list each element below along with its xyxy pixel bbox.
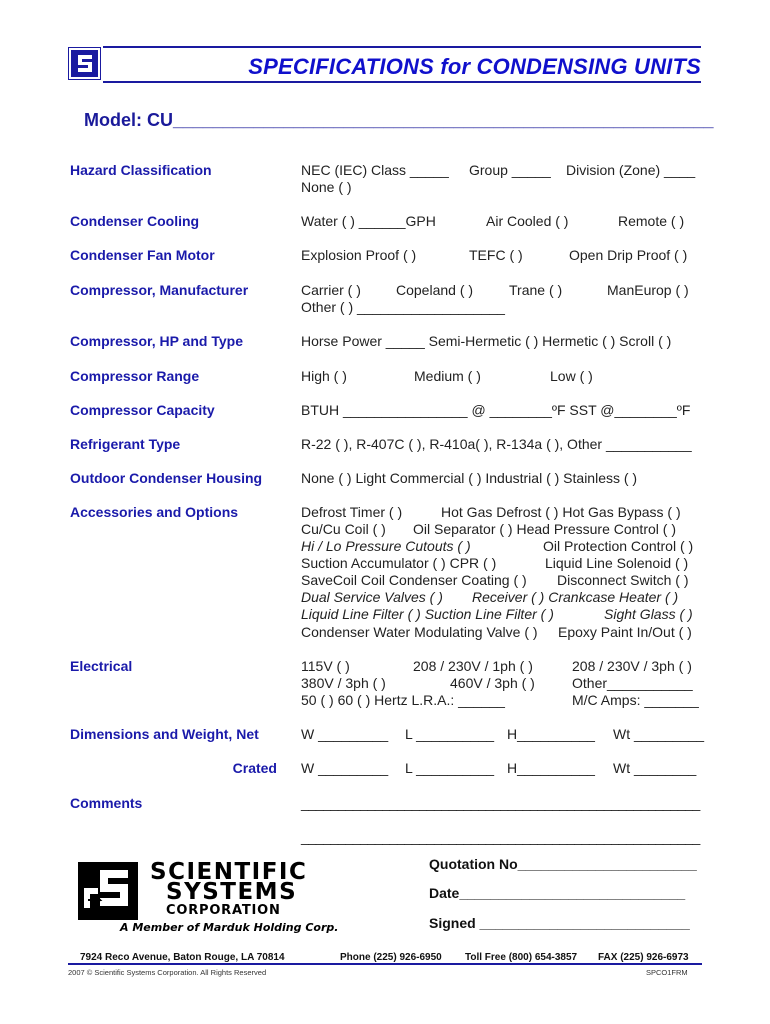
range-low[interactable]: Low ( ) (550, 368, 593, 384)
acc-oil-protection[interactable]: Oil Protection Control ( ) (543, 538, 694, 554)
elec-other[interactable]: Other___________ (572, 675, 693, 691)
acc-liquid-solenoid[interactable]: Liquid Line Solenoid ( ) (545, 555, 689, 571)
range-label: Compressor Range (70, 368, 200, 384)
elec-115v[interactable]: 115V ( ) (301, 658, 350, 674)
acc-sight-glass[interactable]: Sight Glass ( ) (604, 606, 693, 622)
range-high[interactable]: High ( ) (301, 368, 347, 384)
footer-tollfree: Toll Free (800) 654-3857 (465, 952, 578, 963)
footer-form-code: SPCO1FRM (646, 968, 688, 977)
hazard-label: Hazard Classification (70, 162, 212, 178)
footer-phone: Phone (225) 926-6950 (340, 952, 442, 963)
dimensions-label: Dimensions and Weight, Net (70, 726, 259, 742)
acc-suction-accumulator[interactable]: Suction Accumulator ( ) CPR ( ) (301, 555, 497, 571)
footer-fax: FAX (225) 926-6973 (598, 952, 689, 963)
cooling-remote[interactable]: Remote ( ) (618, 213, 685, 229)
acc-disconnect[interactable]: Disconnect Switch ( ) (557, 572, 689, 588)
acc-line-filters[interactable]: Liquid Line Filter ( ) Suction Line Filter ( ) (301, 606, 554, 622)
acc-hot-gas[interactable]: Hot Gas Defrost ( ) Hot Gas Bypass ( ) (441, 504, 681, 520)
model-field[interactable]: Model: CU______________________________________________________ (84, 110, 714, 130)
comp-mfr-label: Compressor, Manufacturer (70, 282, 249, 298)
dim-crated-width[interactable]: W _________ (301, 760, 389, 776)
dim-net-length[interactable]: L __________ (405, 726, 495, 742)
corp-name-scientific: SCIENTIFIC (150, 859, 308, 885)
dim-net-height[interactable]: H__________ (507, 726, 595, 742)
elec-460v[interactable]: 460V / 3ph ( ) (450, 675, 535, 691)
hazard-group[interactable]: Group _____ (469, 162, 551, 178)
hp-type-options[interactable]: Horse Power _____ Semi-Hermetic ( ) Hermetic ( ) Scroll ( ) (301, 333, 672, 349)
acc-savecoil[interactable]: SaveCoil Coil Condenser Coating ( ) (301, 572, 527, 588)
comments-line-2[interactable]: ______________________________________________________ (301, 829, 700, 845)
cooling-air[interactable]: Air Cooled ( ) (486, 213, 569, 229)
mfr-carrier[interactable]: Carrier ( ) (301, 282, 361, 298)
mfr-trane[interactable]: Trane ( ) (509, 282, 563, 298)
corporate-logo-emblem (78, 862, 138, 920)
date-field[interactable]: Date_____________________________ (429, 885, 686, 901)
cooling-water[interactable]: Water ( ) ______GPH (301, 213, 436, 229)
fan-label: Condenser Fan Motor (70, 247, 215, 263)
acc-pressure-cutouts[interactable]: Hi / Lo Pressure Cutouts ( ) (301, 538, 471, 554)
acc-water-valve[interactable]: Condenser Water Modulating Valve ( ) (301, 624, 538, 640)
mfr-other[interactable]: Other ( ) ___________________ (301, 299, 505, 315)
acc-dual-service[interactable]: Dual Service Valves ( ) (301, 589, 443, 605)
acc-receiver[interactable]: Receiver ( ) Crankcase Heater ( ) (472, 589, 679, 605)
footer-address: 7924 Reco Avenue, Baton Rouge, LA 70814 (80, 952, 285, 963)
acc-epoxy-paint[interactable]: Epoxy Paint In/Out ( ) (558, 624, 692, 640)
elec-380v[interactable]: 380V / 3ph ( ) (301, 675, 386, 691)
page-title: SPECIFICATIONS for CONDENSING UNITS (248, 54, 701, 79)
dim-crated-weight[interactable]: Wt ________ (613, 760, 697, 776)
refrigerant-label: Refrigerant Type (70, 436, 181, 452)
housing-label: Outdoor Condenser Housing (70, 470, 263, 486)
comments-line-1[interactable]: ______________________________________________________ (301, 795, 700, 811)
mfr-copeland[interactable]: Copeland ( ) (396, 282, 474, 298)
elec-hertz-lra[interactable]: 50 ( ) 60 ( ) Hertz L.R.A.: ______ (301, 692, 505, 708)
electrical-label: Electrical (70, 658, 133, 674)
capacity-btuh[interactable]: BTUH ________________ @ ________ºF SST @________ºF (301, 402, 691, 418)
acc-defrost-timer[interactable]: Defrost Timer ( ) (301, 504, 403, 520)
dim-net-weight[interactable]: Wt _________ (613, 726, 705, 742)
header-rule-bottom (103, 81, 701, 83)
accessories-label: Accessories and Options (70, 504, 239, 520)
mfr-maneurop[interactable]: ManEurop ( ) (607, 282, 689, 298)
signed-field[interactable]: Signed ___________________________ (429, 915, 690, 931)
fan-explosion-proof[interactable]: Explosion Proof ( ) (301, 247, 417, 263)
crated-label: Crated (232, 760, 277, 776)
corp-name-systems: SYSTEMS (166, 879, 298, 905)
elec-208-1ph[interactable]: 208 / 230V / 1ph ( ) (413, 658, 533, 674)
acc-cu-coil[interactable]: Cu/Cu Coil ( ) (301, 521, 386, 537)
comments-label: Comments (70, 795, 143, 811)
fan-tefc[interactable]: TEFC ( ) (469, 247, 523, 263)
hazard-class[interactable]: NEC (IEC) Class _____ (301, 162, 449, 178)
hazard-division[interactable]: Division (Zone) ____ (566, 162, 696, 178)
dim-crated-height[interactable]: H__________ (507, 760, 595, 776)
dim-net-width[interactable]: W _________ (301, 726, 389, 742)
housing-options[interactable]: None ( ) Light Commercial ( ) Industrial ( ) Stainless ( ) (301, 470, 638, 486)
hp-label: Compressor, HP and Type (70, 333, 243, 349)
header-rule-top (103, 46, 701, 48)
footer-rule (68, 963, 702, 965)
footer-copyright: 2007 © Scientific Systems Corporation. All Rights Reserved (68, 968, 267, 977)
dim-crated-length[interactable]: L __________ (405, 760, 495, 776)
refrigerant-options[interactable]: R-22 ( ), R-407C ( ), R-410a( ), R-134a ( ), Other ___________ (301, 436, 692, 452)
elec-208-3ph[interactable]: 208 / 230V / 3ph ( ) (572, 658, 692, 674)
range-medium[interactable]: Medium ( ) (414, 368, 481, 384)
corp-name-corporation: CORPORATION (166, 903, 281, 918)
cooling-label: Condenser Cooling (70, 213, 200, 229)
quotation-number-field[interactable]: Quotation No_______________________ (429, 856, 697, 872)
corp-tagline: A Member of Marduk Holding Corp. (120, 921, 339, 934)
capacity-label: Compressor Capacity (70, 402, 215, 418)
hazard-none[interactable]: None ( ) (301, 179, 352, 195)
acc-oil-separator[interactable]: Oil Separator ( ) Head Pressure Control ( ) (413, 521, 676, 537)
elec-mc-amps[interactable]: M/C Amps: _______ (572, 692, 699, 708)
company-logo-small (68, 47, 101, 80)
fan-open-drip[interactable]: Open Drip Proof ( ) (569, 247, 688, 263)
